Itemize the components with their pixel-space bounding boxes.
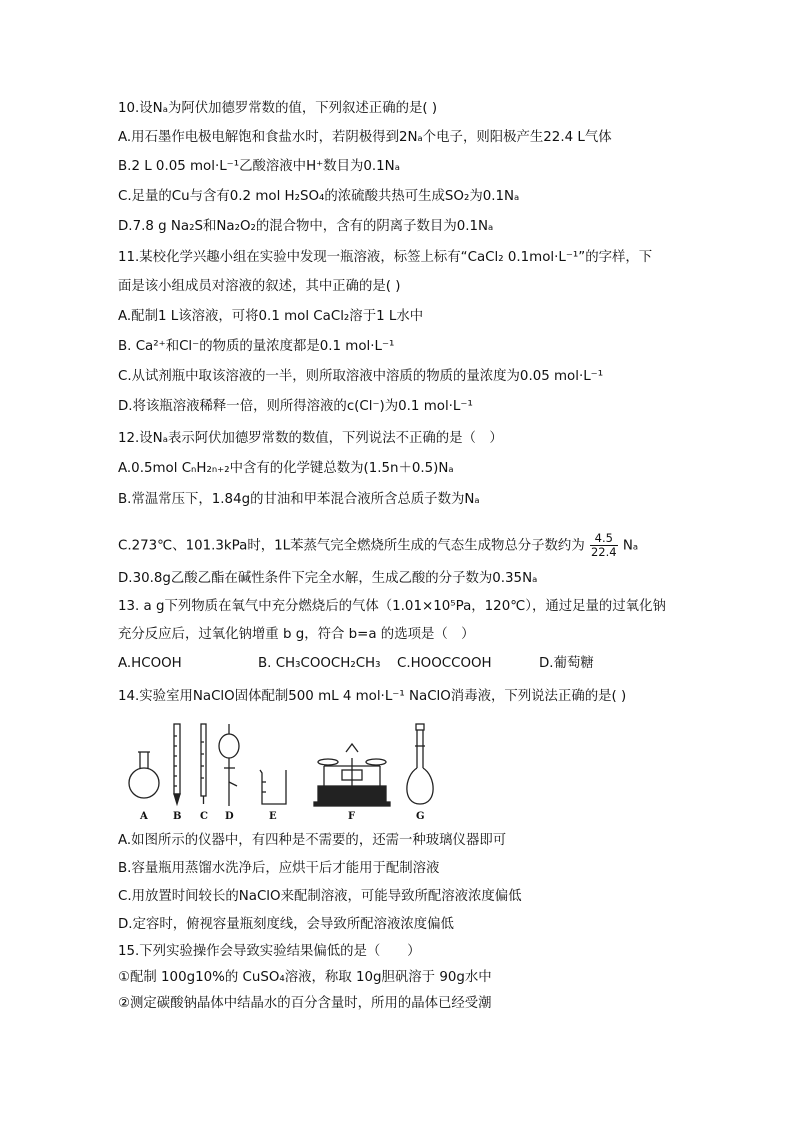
q12-option-b: B.常温常压下，1.84g的甘油和甲苯混合液所含总质子数为Nₐ — [118, 492, 480, 507]
separatory-funnel-icon — [219, 724, 239, 806]
figure-label-g: G — [416, 811, 425, 822]
q10-option-d: D.7.8 g Na₂S和Na₂O₂的混合物中，含有的阴离子数目为0.1Nₐ — [118, 219, 494, 234]
q10-option-a: A.用石墨作电极电解饱和食盐水时，若阴极得到2Nₐ个电子，则阳极产生22.4 L气体 — [118, 130, 612, 145]
q13-stem-line1: 13. a g下列物质在氧气中充分燃烧后的气体（1.01×10⁵Pa，120℃），通过足量的过氧化钠 — [118, 599, 666, 614]
burette-icon — [174, 724, 180, 804]
q12-stem: 12.设Nₐ表示阿伏加德罗常数的数值，下列说法不正确的是（ ） — [118, 431, 503, 446]
q13-option-c: C.HOOCCOOH — [397, 656, 492, 671]
round-bottom-flask-icon — [129, 752, 159, 798]
q15-item-2: ②测定碳酸钠晶体中结晶水的百分含量时，所用的晶体已经受潮 — [118, 996, 492, 1011]
pipette-icon — [201, 724, 206, 804]
apparatus-figure — [118, 722, 448, 822]
q14-option-b: B.容量瓶用蒸馏水洗净后，应烘干后才能用于配制溶液 — [118, 861, 440, 876]
q13-option-a: A.HCOOH — [118, 656, 182, 671]
q11-option-a: A.配制1 L该溶液，可将0.1 mol CaCl₂溶于1 L水中 — [118, 309, 424, 324]
volumetric-flask-icon — [407, 724, 433, 804]
q13-stem-line2: 充分反应后，过氧化钠增重 b g，符合 b=a 的选项是（ ） — [118, 627, 475, 642]
q14-option-c: C.用放置时间较长的NaClO来配制溶液，可能导致所配溶液浓度偏低 — [118, 889, 522, 904]
q11-option-d: D.将该瓶溶液稀释一倍，则所得溶液的c(Cl⁻)为0.1 mol·L⁻¹ — [118, 399, 473, 414]
q11-option-b: B. Ca²⁺和Cl⁻的物质的量浓度都是0.1 mol·L⁻¹ — [118, 339, 395, 354]
q14-option-a: A.如图所示的仪器中，有四种是不需要的，还需一种玻璃仪器即可 — [118, 833, 507, 848]
beaker-icon — [260, 770, 286, 804]
q13-option-d: D.葡萄糖 — [539, 656, 594, 671]
apparatus-svg — [118, 722, 448, 822]
figure-label-c: C — [200, 811, 208, 822]
q12-fraction-denominator: 22.4 — [590, 545, 617, 559]
figure-label-f: F — [348, 811, 356, 822]
q12-option-c-suffix: Nₐ — [622, 538, 639, 554]
balance-scale-icon — [314, 744, 390, 806]
q10-option-b: B.2 L 0.05 mol·L⁻¹乙酸溶液中H⁺数目为0.1Nₐ — [118, 159, 400, 174]
q12-option-d: D.30.8g乙酸乙酯在碱性条件下完全水解，生成乙酸的分子数为0.35Nₐ — [118, 571, 538, 586]
figure-label-b: B — [173, 811, 182, 822]
q12-option-c — [118, 532, 638, 559]
figure-label-e: E — [269, 811, 277, 822]
q12-option-a: A.0.5mol CₙH₂ₙ₊₂中含有的化学键总数为(1.5n＋0.5)Nₐ — [118, 461, 454, 476]
q14-option-d: D.定容时，俯视容量瓶刻度线，会导致所配溶液浓度偏低 — [118, 917, 454, 932]
q13-option-b: B. CH₃COOCH₂CH₃ — [258, 656, 381, 671]
q12-fraction — [590, 532, 618, 559]
q11-stem-line2: 面是该小组成员对溶液的叙述，其中正确的是( ) — [118, 279, 401, 294]
figure-label-a: A — [140, 811, 148, 822]
q14-stem: 14.实验室用NaClO固体配制500 mL 4 mol·L⁻¹ NaClO消毒液，下列说法正确的是( ) — [118, 689, 627, 704]
figure-label-d: D — [225, 811, 234, 822]
q12-fraction-numerator: 4.5 — [590, 532, 618, 546]
q11-stem-line1: 11.某校化学兴趣小组在实验中发现一瓶溶液，标签上标有“CaCl₂ 0.1mol·L⁻¹”的字样，下 — [118, 250, 653, 265]
q15-item-1: ①配制 100g10%的 CuSO₄溶液，称取 10g胆矾溶于 90g水中 — [118, 970, 492, 985]
q15-stem: 15.下列实验操作会导致实验结果偏低的是（ ） — [118, 944, 421, 959]
q12-option-c-text: C.273℃、101.3kPa时，1L苯蒸气完全燃烧所生成的气态生成物总分子数约为 — [118, 538, 585, 554]
q10-stem: 10.设Nₐ为阿伏加德罗常数的值，下列叙述正确的是( ) — [118, 101, 438, 116]
q10-option-c: C.足量的Cu与含有0.2 mol H₂SO₄的浓硫酸共热可生成SO₂为0.1Nₐ — [118, 189, 520, 204]
q11-option-c: C.从试剂瓶中取该溶液的一半，则所取溶液中溶质的物质的量浓度为0.05 mol·L⁻¹ — [118, 369, 604, 384]
